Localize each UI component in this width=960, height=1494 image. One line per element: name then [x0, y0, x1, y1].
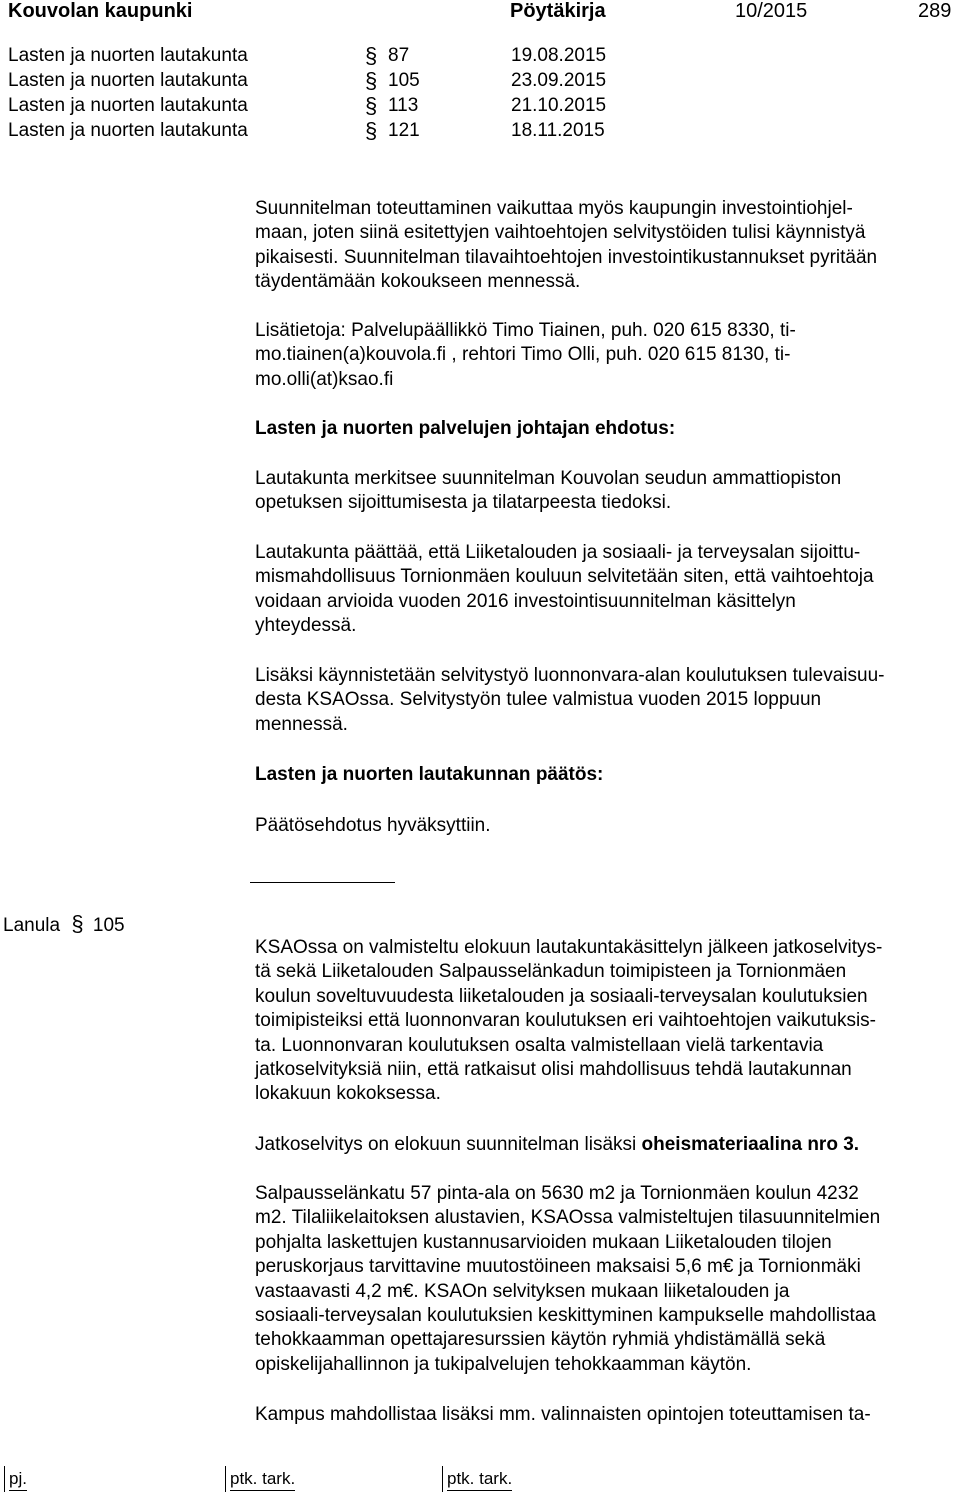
history-body: Lasten ja nuorten lautakunta — [8, 120, 248, 141]
history-row — [8, 45, 708, 69]
history-row — [8, 70, 708, 94]
text-line: koulun soveltuvuudesta liiketalouden ja sosiaali-terveysalan koulutuksien — [255, 985, 868, 1007]
paragraph-further-study — [255, 936, 955, 1107]
signature-box-checker-2 — [442, 1466, 512, 1492]
signature-label: pj. — [9, 1468, 27, 1491]
text-line: pohjalta laskettujen kustannusarvioiden mukaan Liiketalouden tilojen — [255, 1231, 832, 1253]
text-line: Lautakunta päättää, että Liiketalouden ja sosiaali- ja terveysalan sijoittu- — [255, 542, 861, 563]
text-line: mo.tiainen(a)kouvola.fi , rehtori Timo Olli, puh. 020 615 8130, ti- — [255, 344, 791, 366]
text-line: ta. Luonnonvaran koulutuksen osalta valmistellaan vielä tarkentavia — [255, 1034, 824, 1056]
decision-heading — [255, 763, 955, 787]
text-line: maan, joten siinä esitettyjen vaihtoehtojen selvitystöiden tulisi käynnistyä — [255, 222, 866, 244]
text-line: opiskelijahallinnon ja tukipalvelujen tehokkaamman käytön. — [255, 1353, 752, 1375]
paragraph-proposal-note — [255, 467, 955, 516]
signature-label: ptk. tark. — [447, 1468, 512, 1491]
doc-number: 10/2015 — [735, 0, 808, 22]
paragraph-proposal-decision — [255, 541, 955, 639]
signature-box-checker-1 — [225, 1466, 295, 1492]
signature-footer — [0, 1466, 960, 1494]
text-line: voidaan arvioida vuoden 2016 investointisuunnitelman käsittelyn — [255, 590, 796, 612]
text-line: KSAOssa on valmisteltu elokuun lautakuntakäsittelyn jälkeen jatkoselvitys- — [255, 937, 883, 958]
history-date: 23.09.2015 — [511, 70, 607, 91]
paragraph-attachment — [255, 1133, 955, 1157]
signature-label: ptk. tark. — [230, 1468, 295, 1491]
lanula-label — [3, 911, 125, 937]
history-date: 18.11.2015 — [511, 120, 605, 141]
decision-text — [255, 814, 955, 838]
attachment-reference: oheismateriaalina nro 3. — [641, 1134, 860, 1155]
text-line: yhteydessä. — [255, 615, 357, 637]
page-number: 289 — [918, 0, 952, 22]
heading-text: Lasten ja nuorten palvelujen johtajan ehdotus: — [255, 418, 676, 439]
text-line: mismahdollisuus Tornionmäen kouluun selvitetään siten, että vaihtoehtoja — [255, 566, 874, 588]
heading-text: Lasten ja nuorten lautakunnan päätös: — [255, 764, 604, 785]
history-body: Lasten ja nuorten lautakunta — [8, 95, 248, 116]
text-line: Lisäksi käynnistetään selvitystyö luonnonvara-alan koulutuksen tulevaisuu- — [255, 665, 885, 686]
history-date: 19.08.2015 — [511, 45, 607, 66]
history-section: 121 — [388, 120, 420, 141]
section-icon: § — [365, 118, 378, 143]
doc-type: Pöytäkirja — [510, 0, 606, 22]
history-row — [8, 120, 708, 144]
text-line: pikaisesti. Suunnitelman tilavaihtoehtojen investointikustannukset pyritään — [255, 246, 878, 268]
paragraph-proposal-additional — [255, 664, 955, 737]
text-line: Salpausselänkatu 57 pinta-ala on 5630 m2 ja Tornionmäen koulun 4232 — [255, 1183, 859, 1204]
text-line: toimipisteiksi että luonnonvaran koulutuksen eri vaihtoehtojen vaikutuksis- — [255, 1010, 877, 1032]
paragraph-investment-impact — [255, 197, 955, 295]
section-icon: § — [365, 93, 378, 118]
section-icon: § — [365, 43, 378, 68]
text-line: Päätösehdotus hyväksyttiin. — [255, 815, 491, 836]
attachment-text: Jatkoselvitys on elokuun suunnitelman lisäksi — [255, 1134, 642, 1155]
text-line: Suunnitelman toteuttaminen vaikuttaa myös kaupungin investointiohjel- — [255, 198, 853, 219]
text-line: peruskorjaus tarvittavine muutostöineen maksaisi 5,6 m€ ja Tornionmäki — [255, 1256, 861, 1278]
text-line: desta KSAOssa. Selvitystyön tulee valmistua vuoden 2015 loppuun — [255, 689, 822, 711]
text-line: vastaavasti 4,2 m€. KSAOn selvityksen mukaan liiketalouden ja — [255, 1280, 790, 1302]
text-line: jatkoselvityksiä niin, että ratkaisut olisi mahdollisuus tehdä lautakunnan — [255, 1059, 852, 1081]
text-line: Kampus mahdollistaa lisäksi mm. valinnaisten opintojen toteuttamisen ta- — [255, 1404, 871, 1425]
paragraph-campus — [255, 1403, 955, 1427]
lanula-number: 105 — [92, 915, 125, 936]
history-section: 113 — [388, 95, 419, 116]
text-line: tä sekä Liiketalouden Salpausselänkadun toimipisteen ja Tornionmäen — [255, 961, 847, 983]
history-date: 21.10.2015 — [511, 95, 607, 116]
history-section: 105 — [388, 70, 420, 91]
section-icon: § — [365, 68, 378, 93]
history-body: Lasten ja nuorten lautakunta — [8, 45, 248, 66]
lanula-name: Lanula — [3, 915, 61, 936]
proposal-heading — [255, 417, 955, 441]
text-line: Lautakunta merkitsee suunnitelman Kouvolan seudun ammattiopiston — [255, 468, 842, 489]
section-icon: § — [71, 911, 84, 936]
text-line: mennessä. — [255, 713, 348, 735]
org-name: Kouvolan kaupunki — [8, 0, 193, 22]
paragraph-contact-info — [255, 319, 955, 392]
history-row — [8, 95, 708, 119]
text-line: Lisätietoja: Palvelupäällikkö Timo Tiainen, puh. 020 615 8330, ti- — [255, 320, 796, 341]
text-line — [255, 1133, 955, 1157]
text-line: sosiaali-terveysalan koulutuksien keskittyminen kampukselle mahdollistaa — [255, 1305, 876, 1327]
text-line: tehokkaamman opettajaresurssien käytön ryhmiä yhdistämällä sekä — [255, 1329, 826, 1351]
text-line: lokakuun kokoksessa. — [255, 1083, 441, 1105]
signature-box-chair — [4, 1466, 27, 1492]
text-line: opetuksen sijoittumisesta ja tilatarpeesta tiedoksi. — [255, 492, 672, 514]
text-line: mo.olli(at)ksao.fi — [255, 368, 394, 390]
section-divider — [250, 882, 395, 883]
history-body: Lasten ja nuorten lautakunta — [8, 70, 248, 91]
text-line: m2. Tilaliikelaitoksen alustavien, KSAOssa valmisteltujen tilasuunnitelmien — [255, 1207, 881, 1229]
history-section: 87 — [388, 45, 410, 66]
text-line: täydentämään kokoukseen mennessä. — [255, 271, 581, 293]
paragraph-costs — [255, 1182, 955, 1377]
